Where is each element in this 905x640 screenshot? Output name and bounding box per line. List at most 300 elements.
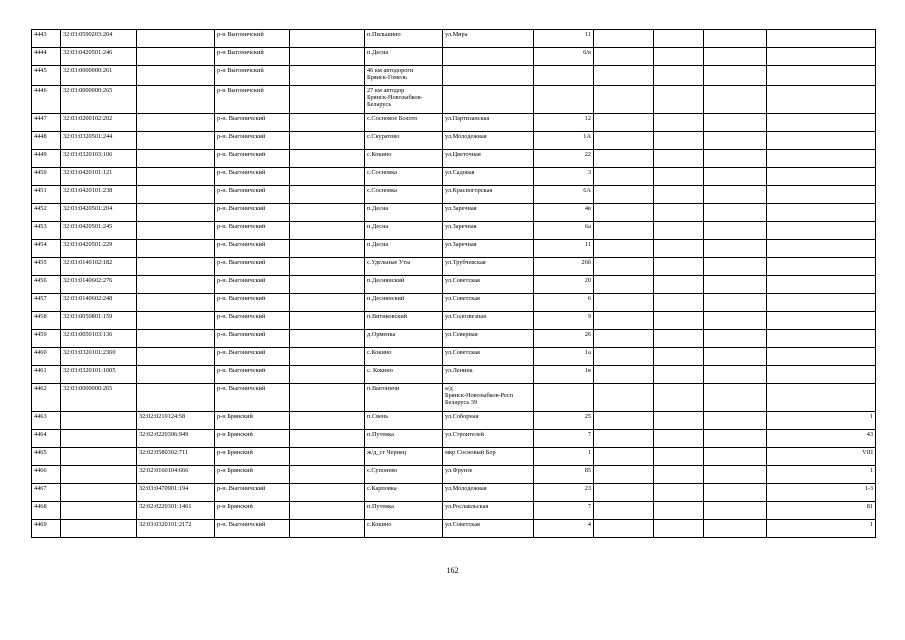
cadastral-number: 32:03:0320101:1005	[61, 366, 137, 384]
empty-cell	[290, 412, 365, 430]
empty-cell	[290, 448, 365, 466]
cadastral-number: 32:03:0420501:229	[61, 240, 137, 258]
empty-cell	[654, 186, 704, 204]
cadastral-number: 32:03:0050801:159	[61, 312, 137, 330]
settlement: п.Деснянский	[365, 294, 443, 312]
cadastral-number: 32:03:0320501:244	[61, 132, 137, 150]
house-number: 6а	[534, 222, 594, 240]
extra-cell	[594, 66, 654, 86]
empty-cell	[654, 412, 704, 430]
table-row	[32, 484, 876, 502]
empty-cell	[290, 150, 365, 168]
unit-number	[767, 186, 876, 204]
district: р-н. Выгоничский	[215, 484, 290, 502]
cadastral-number-alt	[137, 186, 215, 204]
table-row	[32, 132, 876, 150]
table-row	[32, 348, 876, 366]
empty-cell	[704, 384, 767, 412]
table-row	[32, 520, 876, 538]
extra-cell	[594, 448, 654, 466]
empty-cell	[290, 366, 365, 384]
row-number: 4446	[32, 86, 61, 114]
empty-cell	[704, 150, 767, 168]
house-number: 3	[534, 168, 594, 186]
table-row	[32, 66, 876, 86]
settlement: ж/д_ст Чернец	[365, 448, 443, 466]
empty-cell	[654, 66, 704, 86]
house-number: 23	[534, 484, 594, 502]
empty-cell	[704, 30, 767, 48]
house-number: 6	[534, 294, 594, 312]
street: ул.Советская	[443, 276, 534, 294]
cadastral-number: 32:03:0420501:245	[61, 222, 137, 240]
row-number: 4459	[32, 330, 61, 348]
empty-cell	[290, 502, 365, 520]
cadastral-number: 32:03:0000000:265	[61, 384, 137, 412]
settlement: с.Сосновое Болото	[365, 114, 443, 132]
empty-cell	[654, 276, 704, 294]
settlement: с. Кокино	[365, 366, 443, 384]
empty-cell	[654, 484, 704, 502]
district: р-н Выгоничский	[215, 86, 290, 114]
street: а/д Брянск-Новозыбков-Респ Беларусь 39	[443, 384, 534, 412]
row-number: 4443	[32, 30, 61, 48]
unit-number	[767, 86, 876, 114]
cadastral-number-alt: 32:02:0220301:1461	[137, 502, 215, 520]
cadastral-number-alt: 32:03:0320101:2172	[137, 520, 215, 538]
settlement: с.Сосновка	[365, 186, 443, 204]
empty-cell	[290, 276, 365, 294]
street: ул.Советская	[443, 520, 534, 538]
empty-cell	[290, 86, 365, 114]
empty-cell	[704, 186, 767, 204]
street	[443, 48, 534, 66]
street: ул.Цветочная	[443, 150, 534, 168]
settlement: п.Витиковский	[365, 312, 443, 330]
row-number: 4469	[32, 520, 61, 538]
cadastral-number-alt	[137, 294, 215, 312]
district: р-н. Выгоничский	[215, 366, 290, 384]
row-number: 4463	[32, 412, 61, 430]
street: ул.Ленина	[443, 366, 534, 384]
house-number: 4в	[534, 204, 594, 222]
table-row	[32, 86, 876, 114]
settlement: с.Скуратово	[365, 132, 443, 150]
cadastral-number: 32:03:0050103:136	[61, 330, 137, 348]
street: ул.Северная	[443, 330, 534, 348]
street: ул.Соборная	[443, 412, 534, 430]
settlement: п.Десна	[365, 48, 443, 66]
empty-cell	[290, 348, 365, 366]
settlement: п.Пильшино	[365, 30, 443, 48]
unit-number	[767, 348, 876, 366]
cadastral-number: 32:03:0320103:106	[61, 150, 137, 168]
cadastral-number: 32:03:0590203:204	[61, 30, 137, 48]
empty-cell	[290, 186, 365, 204]
row-number: 4456	[32, 276, 61, 294]
district: р-н. Выгоничский	[215, 204, 290, 222]
settlement: п.Свень	[365, 412, 443, 430]
house-number: 4	[534, 520, 594, 538]
row-number: 4454	[32, 240, 61, 258]
row-number: 4447	[32, 114, 61, 132]
empty-cell	[290, 168, 365, 186]
empty-cell	[704, 312, 767, 330]
row-number: 4450	[32, 168, 61, 186]
extra-cell	[594, 30, 654, 48]
row-number: 4467	[32, 484, 61, 502]
cadastral-number-alt	[137, 384, 215, 412]
district: р-н Выгоничский	[215, 66, 290, 86]
settlement: п.Десна	[365, 222, 443, 240]
empty-cell	[290, 66, 365, 86]
extra-cell	[594, 430, 654, 448]
street: ул.Молодежная	[443, 132, 534, 150]
district: р-н. Выгоничский	[215, 330, 290, 348]
table-row	[32, 150, 876, 168]
row-number: 4458	[32, 312, 61, 330]
empty-cell	[704, 412, 767, 430]
district: р-н. Выгоничский	[215, 240, 290, 258]
cadastral-number	[61, 502, 137, 520]
settlement: п.Путевка	[365, 502, 443, 520]
district: р-н. Выгоничский	[215, 294, 290, 312]
empty-cell	[290, 520, 365, 538]
settlement: с.Кокино	[365, 520, 443, 538]
empty-cell	[704, 222, 767, 240]
cadastral-number-alt	[137, 258, 215, 276]
empty-cell	[704, 366, 767, 384]
unit-number: 43	[767, 430, 876, 448]
settlement: 46 км автодороги Брянск-Гомель	[365, 66, 443, 86]
empty-cell	[704, 430, 767, 448]
extra-cell	[594, 276, 654, 294]
row-number: 4468	[32, 502, 61, 520]
empty-cell	[654, 258, 704, 276]
extra-cell	[594, 366, 654, 384]
table-row	[32, 430, 876, 448]
table-row	[32, 168, 876, 186]
unit-number	[767, 150, 876, 168]
house-number: 25	[534, 412, 594, 430]
district: р-н Брянский	[215, 412, 290, 430]
cadastral-number-alt	[137, 330, 215, 348]
cadastral-number-alt	[137, 114, 215, 132]
table-row	[32, 502, 876, 520]
street: мкр Сосновый Бор	[443, 448, 534, 466]
empty-cell	[654, 222, 704, 240]
cadastral-number-alt: 32:02:0210124:58	[137, 412, 215, 430]
table-row	[32, 366, 876, 384]
unit-number: 1	[767, 520, 876, 538]
district: р-н. Выгоничский	[215, 520, 290, 538]
extra-cell	[594, 348, 654, 366]
extra-cell	[594, 294, 654, 312]
settlement: с.Сосновка	[365, 168, 443, 186]
district: р-н. Выгоничский	[215, 348, 290, 366]
house-number: 85	[534, 466, 594, 484]
cadastral-number: 32:03:0140602:248	[61, 294, 137, 312]
table-row	[32, 276, 876, 294]
empty-cell	[290, 240, 365, 258]
row-number: 4444	[32, 48, 61, 66]
cadastral-number	[61, 412, 137, 430]
empty-cell	[704, 294, 767, 312]
extra-cell	[594, 240, 654, 258]
house-number: 1в	[534, 366, 594, 384]
unit-number: VIII	[767, 448, 876, 466]
empty-cell	[704, 330, 767, 348]
page-number: 162	[446, 566, 459, 575]
empty-cell	[290, 430, 365, 448]
empty-cell	[704, 240, 767, 258]
empty-cell	[704, 484, 767, 502]
empty-cell	[704, 448, 767, 466]
empty-cell	[654, 330, 704, 348]
empty-cell	[704, 520, 767, 538]
district: р-н Выгоничский	[215, 30, 290, 48]
district: р-н Брянский	[215, 466, 290, 484]
row-number: 4466	[32, 466, 61, 484]
district: р-н Брянский	[215, 430, 290, 448]
house-number: 11	[534, 30, 594, 48]
empty-cell	[654, 520, 704, 538]
district: р-н Выгоничский	[215, 48, 290, 66]
cadastral-number	[61, 430, 137, 448]
row-number: 4449	[32, 150, 61, 168]
row-number: 4453	[32, 222, 61, 240]
extra-cell	[594, 412, 654, 430]
extra-cell	[594, 502, 654, 520]
cadastral-number	[61, 484, 137, 502]
cadastral-number-alt	[137, 240, 215, 258]
extra-cell	[594, 168, 654, 186]
house-number: 12	[534, 114, 594, 132]
empty-cell	[704, 168, 767, 186]
cadastral-number-alt: 32:02:0220306:949	[137, 430, 215, 448]
cadastral-number-alt	[137, 348, 215, 366]
district: р-н. Выгоничский	[215, 222, 290, 240]
settlement: 27 км автодор Брянск-Новозыбков-Беларусь	[365, 86, 443, 114]
empty-cell	[654, 502, 704, 520]
extra-cell	[594, 186, 654, 204]
extra-cell	[594, 258, 654, 276]
street: ул.Рославльская	[443, 502, 534, 520]
street: ул.Садовая	[443, 168, 534, 186]
district: р-н. Выгоничский	[215, 150, 290, 168]
cadastral-number: 32:03:0420501:204	[61, 204, 137, 222]
table-row	[32, 294, 876, 312]
empty-cell	[654, 448, 704, 466]
unit-number	[767, 276, 876, 294]
cadastral-number: 32:03:0000000:261	[61, 66, 137, 86]
unit-number	[767, 114, 876, 132]
cadastral-number: 32:03:0420501:246	[61, 48, 137, 66]
house-number: 1а	[534, 348, 594, 366]
row-number: 4465	[32, 448, 61, 466]
registry-table	[31, 29, 876, 538]
cadastral-number: 32:03:0420101:121	[61, 168, 137, 186]
extra-cell	[594, 48, 654, 66]
empty-cell	[290, 132, 365, 150]
empty-cell	[654, 48, 704, 66]
table-row	[32, 466, 876, 484]
district: р-н. Выгоничский	[215, 114, 290, 132]
cadastral-number-alt	[137, 222, 215, 240]
unit-number	[767, 222, 876, 240]
cadastral-number-alt	[137, 30, 215, 48]
unit-number	[767, 366, 876, 384]
unit-number: 1	[767, 412, 876, 430]
empty-cell	[654, 204, 704, 222]
district: р-н. Выгоничский	[215, 186, 290, 204]
table-row	[32, 312, 876, 330]
empty-cell	[290, 258, 365, 276]
settlement: п.Путевка	[365, 430, 443, 448]
extra-cell	[594, 312, 654, 330]
empty-cell	[290, 222, 365, 240]
cadastral-number-alt	[137, 86, 215, 114]
district: р-н. Выгоничский	[215, 312, 290, 330]
settlement: п.Десна	[365, 204, 443, 222]
house-number: 20	[534, 276, 594, 294]
empty-cell	[654, 294, 704, 312]
settlement: с.Карповка	[365, 484, 443, 502]
empty-cell	[654, 348, 704, 366]
cadastral-number	[61, 466, 137, 484]
unit-number	[767, 48, 876, 66]
street: ул.Мира	[443, 30, 534, 48]
house-number: 6А	[534, 186, 594, 204]
table-row	[32, 330, 876, 348]
extra-cell	[594, 520, 654, 538]
empty-cell	[704, 276, 767, 294]
house-number: 11	[534, 240, 594, 258]
table-row	[32, 204, 876, 222]
table-row	[32, 384, 876, 412]
unit-number	[767, 30, 876, 48]
cadastral-number: 32:03:0140102:182	[61, 258, 137, 276]
empty-cell	[654, 384, 704, 412]
extra-cell	[594, 384, 654, 412]
house-number	[534, 66, 594, 86]
row-number: 4462	[32, 384, 61, 412]
unit-number	[767, 66, 876, 86]
table-row	[32, 448, 876, 466]
empty-cell	[704, 114, 767, 132]
row-number: 4461	[32, 366, 61, 384]
empty-cell	[654, 466, 704, 484]
street: ул.Партизанская	[443, 114, 534, 132]
unit-number	[767, 204, 876, 222]
extra-cell	[594, 150, 654, 168]
table-row	[32, 114, 876, 132]
row-number: 4448	[32, 132, 61, 150]
street	[443, 66, 534, 86]
cadastral-number-alt	[137, 276, 215, 294]
unit-number	[767, 294, 876, 312]
unit-number	[767, 240, 876, 258]
house-number: 7	[534, 430, 594, 448]
table-row	[32, 222, 876, 240]
table-row	[32, 48, 876, 66]
extra-cell	[594, 86, 654, 114]
empty-cell	[704, 48, 767, 66]
empty-cell	[654, 312, 704, 330]
house-number: 26	[534, 330, 594, 348]
empty-cell	[704, 258, 767, 276]
empty-cell	[704, 466, 767, 484]
unit-number	[767, 312, 876, 330]
street: ул.Заречная	[443, 204, 534, 222]
table-row	[32, 30, 876, 48]
cadastral-number: 32:03:0420101:238	[61, 186, 137, 204]
empty-cell	[290, 312, 365, 330]
street: ул.Заречная	[443, 240, 534, 258]
empty-cell	[654, 366, 704, 384]
cadastral-number-alt	[137, 150, 215, 168]
cadastral-number-alt	[137, 312, 215, 330]
street: ул.Строителей	[443, 430, 534, 448]
empty-cell	[290, 484, 365, 502]
extra-cell	[594, 330, 654, 348]
cadastral-number: 32:03:0200102:202	[61, 114, 137, 132]
empty-cell	[290, 466, 365, 484]
house-number: 1	[534, 448, 594, 466]
extra-cell	[594, 466, 654, 484]
street: ул.Фрунзе	[443, 466, 534, 484]
empty-cell	[704, 132, 767, 150]
district: р-н Брянский	[215, 448, 290, 466]
cadastral-number-alt	[137, 66, 215, 86]
house-number: 1А	[534, 132, 594, 150]
cadastral-number: 32:03:0140602:276	[61, 276, 137, 294]
empty-cell	[654, 30, 704, 48]
settlement: с.Удельные Уты	[365, 258, 443, 276]
settlement: п.Десна	[365, 240, 443, 258]
house-number	[534, 86, 594, 114]
table-row	[32, 186, 876, 204]
extra-cell	[594, 484, 654, 502]
empty-cell	[290, 114, 365, 132]
empty-cell	[654, 430, 704, 448]
cadastral-number-alt: 32:03:0470901:194	[137, 484, 215, 502]
house-number: 7	[534, 502, 594, 520]
cadastral-number-alt	[137, 168, 215, 186]
row-number: 4445	[32, 66, 61, 86]
row-number: 4457	[32, 294, 61, 312]
settlement: с.Кокино	[365, 348, 443, 366]
empty-cell	[654, 240, 704, 258]
district: р-н. Выгоничский	[215, 258, 290, 276]
empty-cell	[704, 86, 767, 114]
cadastral-number-alt: 32:02:0160104:666	[137, 466, 215, 484]
unit-number	[767, 330, 876, 348]
empty-cell	[290, 330, 365, 348]
row-number: 4455	[32, 258, 61, 276]
extra-cell	[594, 222, 654, 240]
house-number: 6/в	[534, 48, 594, 66]
table-row	[32, 240, 876, 258]
house-number: 26б	[534, 258, 594, 276]
cadastral-number: 32:03:0000000:265	[61, 86, 137, 114]
house-number: 22	[534, 150, 594, 168]
empty-cell	[290, 204, 365, 222]
cadastral-number-alt: 32:02:0580302:711	[137, 448, 215, 466]
district: р-н. Выгоничский	[215, 132, 290, 150]
unit-number: 1	[767, 466, 876, 484]
district: р-н Брянский	[215, 502, 290, 520]
